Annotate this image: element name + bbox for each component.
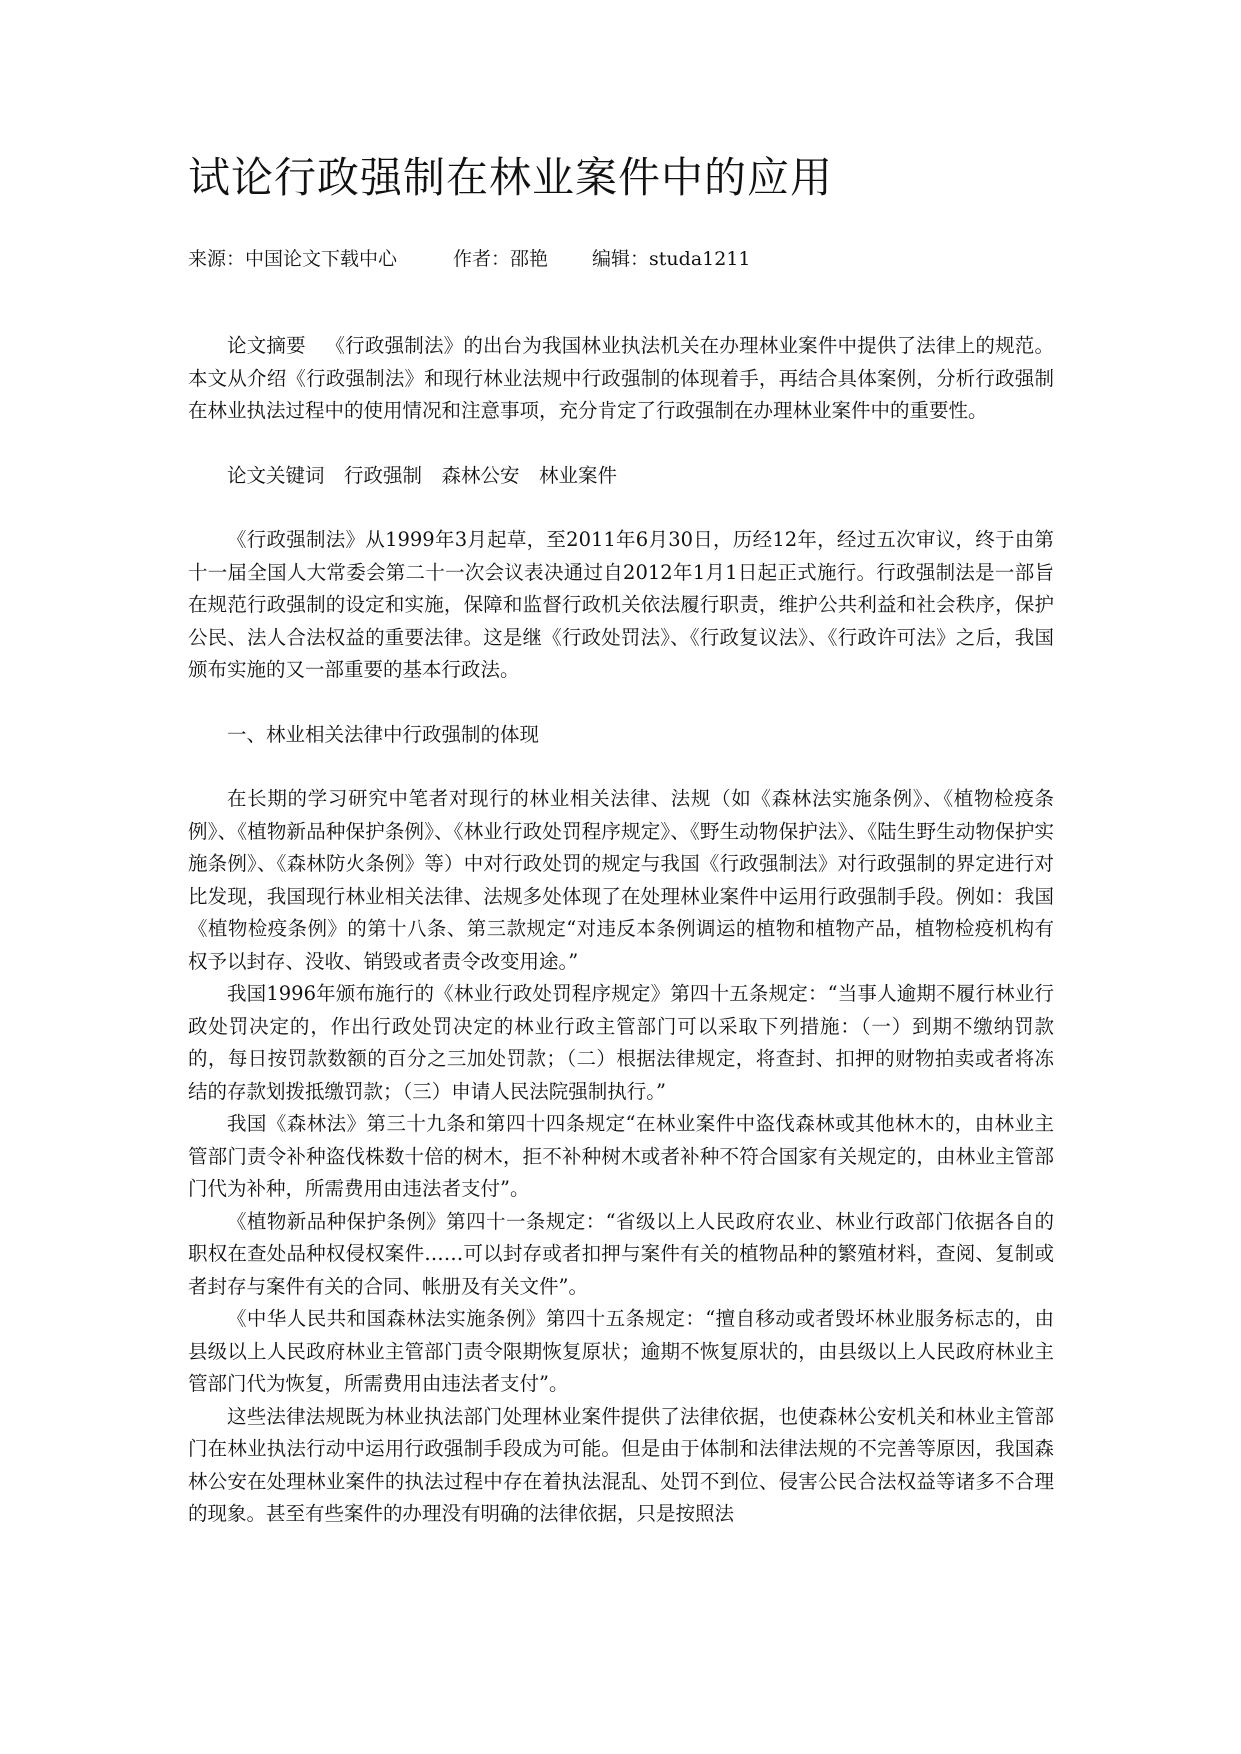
abstract-label: 论文摘要 [227,334,306,357]
keywords-label: 论文关键词 [227,463,325,487]
body-paragraph: 我国《森林法》第三十九条和第四十四条规定“在林业案件中盗伐森林或其他林木的，由林业主管部门责令补种盗伐株数十倍的树木，拒不补种树木或者补种不符合国家有关规定的，由林业主管部门代为补种，所需费用由违法者支付”。 [188,1112,1054,1200]
section-heading: 一、林业相关法律中行政强制的体现 [227,722,540,746]
editor-label: 编辑：studa1211 [592,248,751,270]
article-meta [188,244,1054,274]
keyword-item: 行政强制 [344,463,423,487]
article-body [188,330,1054,1531]
body-paragraph: 我国1996年颁布施行的《林业行政处罚程序规定》第四十五条规定：“当事人逾期不履行林业行政处罚决定的，作出行政处罚决定的林业行政主管部门可以采取下列措施：（一）到期不缴纳罚款的，每日按罚款数额的百分之三加处罚款；（二）根据法律规定，将查封、扣押的财物拍卖或者将冻结的存款划拨抵缴罚款；（三）申请人民法院强制执行。” [188,982,1054,1103]
intro-paragraph: 《行政强制法》从1999年3月起草，至2011年6月30日，历经12年，经过五次审议，终于由第十一届全国人大常委会第二十一次会议表决通过自2012年1月1日起正式施行。行政强制法是一部旨在规范行政强制的设定和实施，保障和监督行政机关依法履行职责，维护公共利益和社会秩序，保护公民、法人合法权益的重要法律。这是继《行政处罚法》、《行政复议法》、《行政许可法》之后，我国颁布实施的又一部重要的基本行政法。 [188,528,1054,681]
source-label: 来源：中国论文下载中心 [188,248,398,270]
abstract-text: 《行政强制法》的出台为我国林业执法机关在办理林业案件中提供了法律上的规范。本文从介绍《行政强制法》和现行林业法规中行政强制的体现着手，再结合具体案例，分析行政强制在林业执法过程中的使用情况和注意事项，充分肯定了行政强制在办理林业案件中的重要性。 [188,334,1054,422]
body-paragraph: 《中华人民共和国森林法实施条例》第四十五条规定：“擅自移动或者毁坏林业服务标志的，由县级以上人民政府林业主管部门责令限期恢复原状；逾期不恢复原状的，由县级以上人民政府林业主管部门代为恢复，所需费用由违法者支付”。 [188,1307,1054,1395]
body-paragraph: 在长期的学习研究中笔者对现行的林业相关法律、法规（如《森林法实施条例》、《植物检疫条例》、《植物新品种保护条例》、《林业行政处罚程序规定》、《野生动物保护法》、《陆生野生动物保护实施条例》、《森林防火条例》等）中对行政处罚的规定与我国《行政强制法》对行政强制的界定进行对比发现，我国现行林业相关法律、法规多处体现了在处理林业案件中运用行政强制手段。例如：我国《植物检疫条例》的第十八条、第三款规定“对违反本条例调运的植物和植物产品，植物检疫机构有权予以封存、没收、销毁或者责令改变用途。” [188,787,1054,973]
author-label: 作者：邵艳 [453,248,549,270]
document-page [188,150,1054,1531]
body-paragraph: 这些法律法规既为林业执法部门处理林业案件提供了法律依据，也使森林公安机关和林业主管部门在林业执法行动中运用行政强制手段成为可能。但是由于体制和法律法规的不完善等原因，我国森林公安在处理林业案件的执法过程中存在着执法混乱、处罚不到位、侵害公民合法权益等诸多不合理的现象。甚至有些案件的办理没有明确的法律依据，只是按照法 [188,1404,1054,1525]
keyword-item: 森林公安 [441,463,520,487]
keywords-paragraph [188,460,1054,493]
page-title: 试论行政强制在林业案件中的应用 [188,153,834,202]
body-paragraph: 《植物新品种保护条例》第四十一条规定：“省级以上人民政府农业、林业行政部门依据各自的职权在查处品种权侵权案件……可以封存或者扣押与案件有关的植物品种的繁殖材料，查阅、复制或者封存与案件有关的合同、帐册及有关文件”。 [188,1209,1054,1298]
abstract-paragraph [188,330,1054,428]
keyword-item: 林业案件 [539,463,618,487]
